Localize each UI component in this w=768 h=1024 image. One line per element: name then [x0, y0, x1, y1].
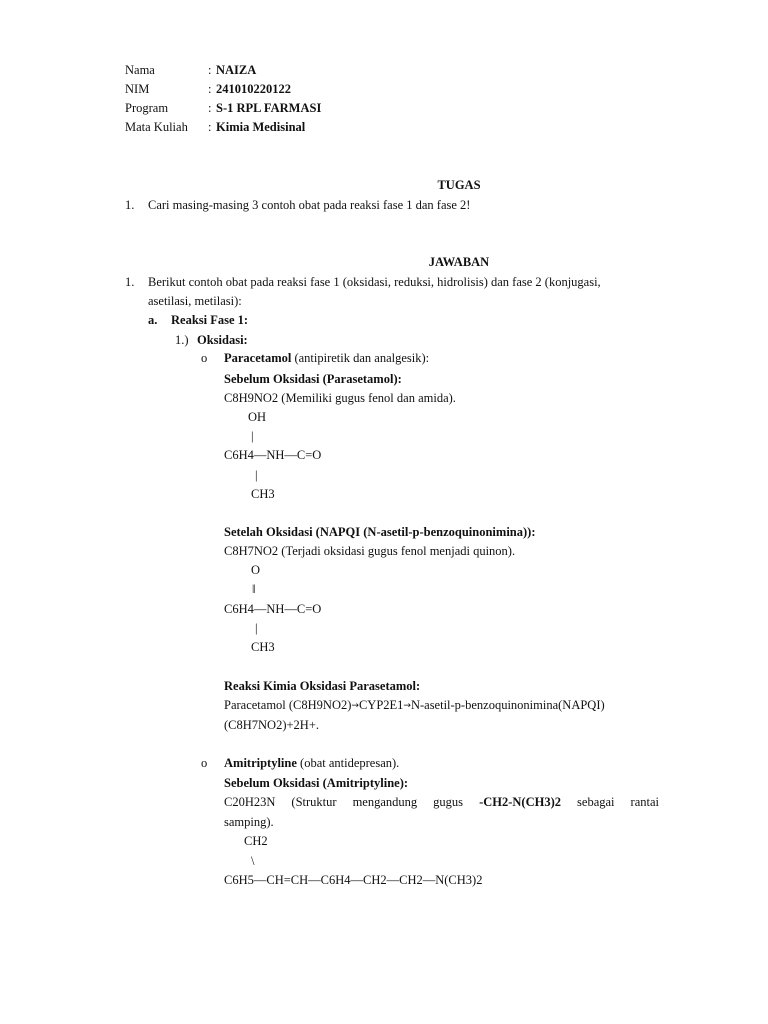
amitriptyline-heading [224, 757, 399, 770]
paracetamol-before-title: Sebelum Oksidasi (Parasetamol): [224, 372, 402, 386]
jawaban-number: 1. [125, 275, 135, 289]
subsection-1-title: Oksidasi: [197, 333, 248, 347]
amitriptyline-formula-end: sebagai rantai [561, 795, 660, 809]
label-mata-kuliah: Mata Kuliah [125, 120, 188, 134]
reaction-arrow-icon: → [351, 701, 359, 711]
paracetamol-after-struct-bond: | [255, 621, 258, 635]
section-a-marker: a. [148, 313, 158, 327]
value-mata-kuliah: Kimia Medisinal [216, 120, 306, 134]
tugas-number: 1. [125, 198, 135, 212]
amitriptyline-name: Amitriptyline [224, 756, 297, 770]
colon: : [208, 101, 212, 115]
amitriptyline-formula-start: C20H23N (Struktur mengandung gugus [224, 795, 480, 809]
paracetamol-heading [224, 352, 429, 365]
bullet-paracetamol: o [201, 351, 208, 365]
paracetamol-before-struct-bond2: | [255, 468, 258, 482]
paracetamol-before-struct-bond: | [251, 429, 254, 443]
tugas-title: TUGAS [437, 178, 481, 192]
amitriptyline-desc: (obat antidepresan). [296, 756, 400, 770]
amitriptyline-before-title: Sebelum Oksidasi (Amitriptyline): [224, 776, 409, 790]
reaction-reactant: Paracetamol (C8H9NO2) [224, 698, 352, 712]
jawaban-intro-line1: Berikut contoh obat pada reaksi fase 1 (oksidasi, reduksi, hidrolisis) dan fase 2 (konjugasi, [148, 275, 601, 289]
paracetamol-after-title: Setelah Oksidasi (NAPQI (N-asetil-p-benzoquinonimina)): [224, 525, 536, 539]
paracetamol-name: Paracetamol [224, 351, 292, 365]
value-nama: NAIZA [216, 63, 257, 77]
jawaban-intro-line2: asetilasi, metilasi): [148, 294, 242, 308]
paracetamol-after-struct-chain: C6H4—NH—C=O [224, 602, 322, 616]
paracetamol-before-struct-chain: C6H4—NH—C=O [224, 448, 322, 462]
paracetamol-after-formula: C8H7NO2 (Terjadi oksidasi gugus fenol menjadi quinon). [224, 544, 516, 558]
paracetamol-reaction-title: Reaksi Kimia Oksidasi Parasetamol: [224, 679, 421, 693]
bullet-amitriptyline: o [201, 756, 208, 770]
subsection-1-marker: 1.) [175, 333, 189, 347]
amitriptyline-formula-line1 [224, 796, 659, 809]
colon: : [208, 120, 212, 134]
tugas-text: Cari masing-masing 3 contoh obat pada reaksi fase 1 dan fase 2! [148, 198, 471, 212]
reaction-product: N-asetil-p-benzoquinonimina(NAPQI) [410, 698, 605, 712]
paracetamol-after-struct-ch3: CH3 [251, 640, 275, 654]
reaction-arrow-icon: → [403, 701, 411, 711]
amitriptyline-formula-line2: samping). [224, 815, 274, 829]
paracetamol-after-struct-o: O [251, 563, 261, 577]
value-nim: 241010220122 [216, 82, 291, 96]
amitriptyline-struct-chain: C6H5—CH=CH—C6H4—CH2—CH2—N(CH3)2 [224, 873, 483, 887]
reaction-enzyme: CYP2E1 [358, 698, 404, 712]
colon: : [208, 63, 212, 77]
colon: : [208, 82, 212, 96]
paracetamol-reaction-line2: (C8H7NO2)+2H+. [224, 718, 319, 732]
jawaban-title: JAWABAN [428, 255, 490, 269]
paracetamol-before-struct-oh: OH [248, 410, 267, 424]
amitriptyline-formula-group: -CH2-N(CH3)2 [479, 795, 562, 809]
paracetamol-reaction-line1 [224, 699, 605, 712]
section-a-title: Reaksi Fase 1: [171, 313, 249, 327]
label-nim: NIM [125, 82, 150, 96]
paracetamol-desc: (antipiretik dan analgesik): [291, 351, 430, 365]
paracetamol-before-struct-ch3: CH3 [251, 487, 275, 501]
label-nama: Nama [125, 63, 155, 77]
value-program: S-1 RPL FARMASI [216, 101, 322, 115]
amitriptyline-struct-bond: \ [251, 854, 255, 868]
label-program: Program [125, 101, 169, 115]
amitriptyline-struct-ch2: CH2 [244, 834, 268, 848]
paracetamol-before-formula: C8H9NO2 (Memiliki gugus fenol dan amida). [224, 391, 456, 405]
paracetamol-after-struct-double-bond: ‖ [252, 582, 256, 596]
